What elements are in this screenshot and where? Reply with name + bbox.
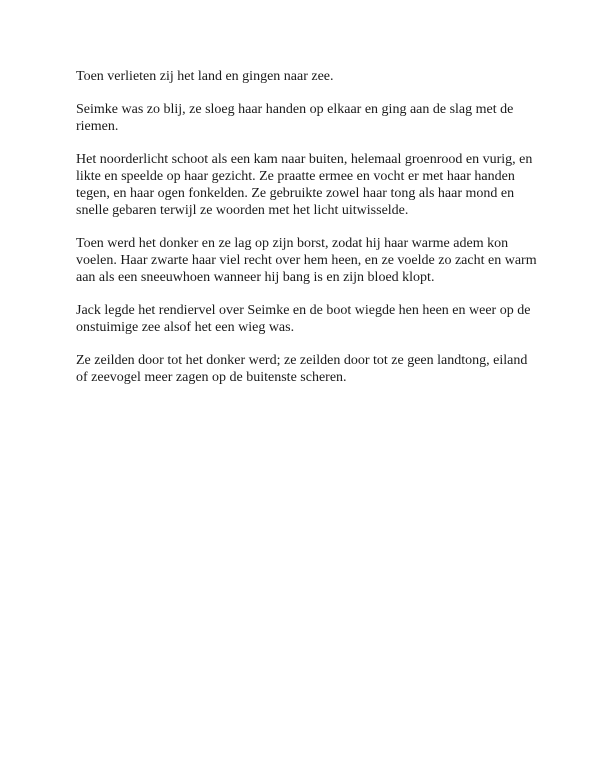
body-text <box>76 68 538 402</box>
paragraph-2: Seimke was zo blij, ze sloeg haar handen op elkaar en ging aan de slag met de riemen. <box>76 102 514 134</box>
paragraph-1: Toen verlieten zij het land en gingen naar zee. <box>76 69 334 84</box>
paragraph-4: Toen werd het donker en ze lag op zijn borst, zodat hij haar warme adem kon voelen. Haar zwarte haar viel recht over hem heen, en ze voelde zo zacht en warm aan als een sneeuwhoen wanneer hij bang is en zijn bloed klopt. <box>76 236 537 285</box>
paragraph-5: Jack legde het rendiervel over Seimke en de boot wiegde hen heen en weer op de onstuimige zee alsof het een wieg was. <box>76 303 531 335</box>
paragraph-6: Ze zeilden door tot het donker werd; ze zeilden door tot ze geen landtong, eiland of zeevogel meer zagen op de buitenste scheren. <box>76 353 528 385</box>
paragraph-3: Het noorderlicht schoot als een kam naar buiten, helemaal groenrood en vurig, en likte en speelde op haar gezicht. Ze praatte ermee en vocht er met haar handen tegen, en haar ogen fonkelden. Ze gebruikte zowel haar tong als haar mond en snelle gebaren terwijl ze woorden met het licht uitwisselde. <box>76 152 533 218</box>
